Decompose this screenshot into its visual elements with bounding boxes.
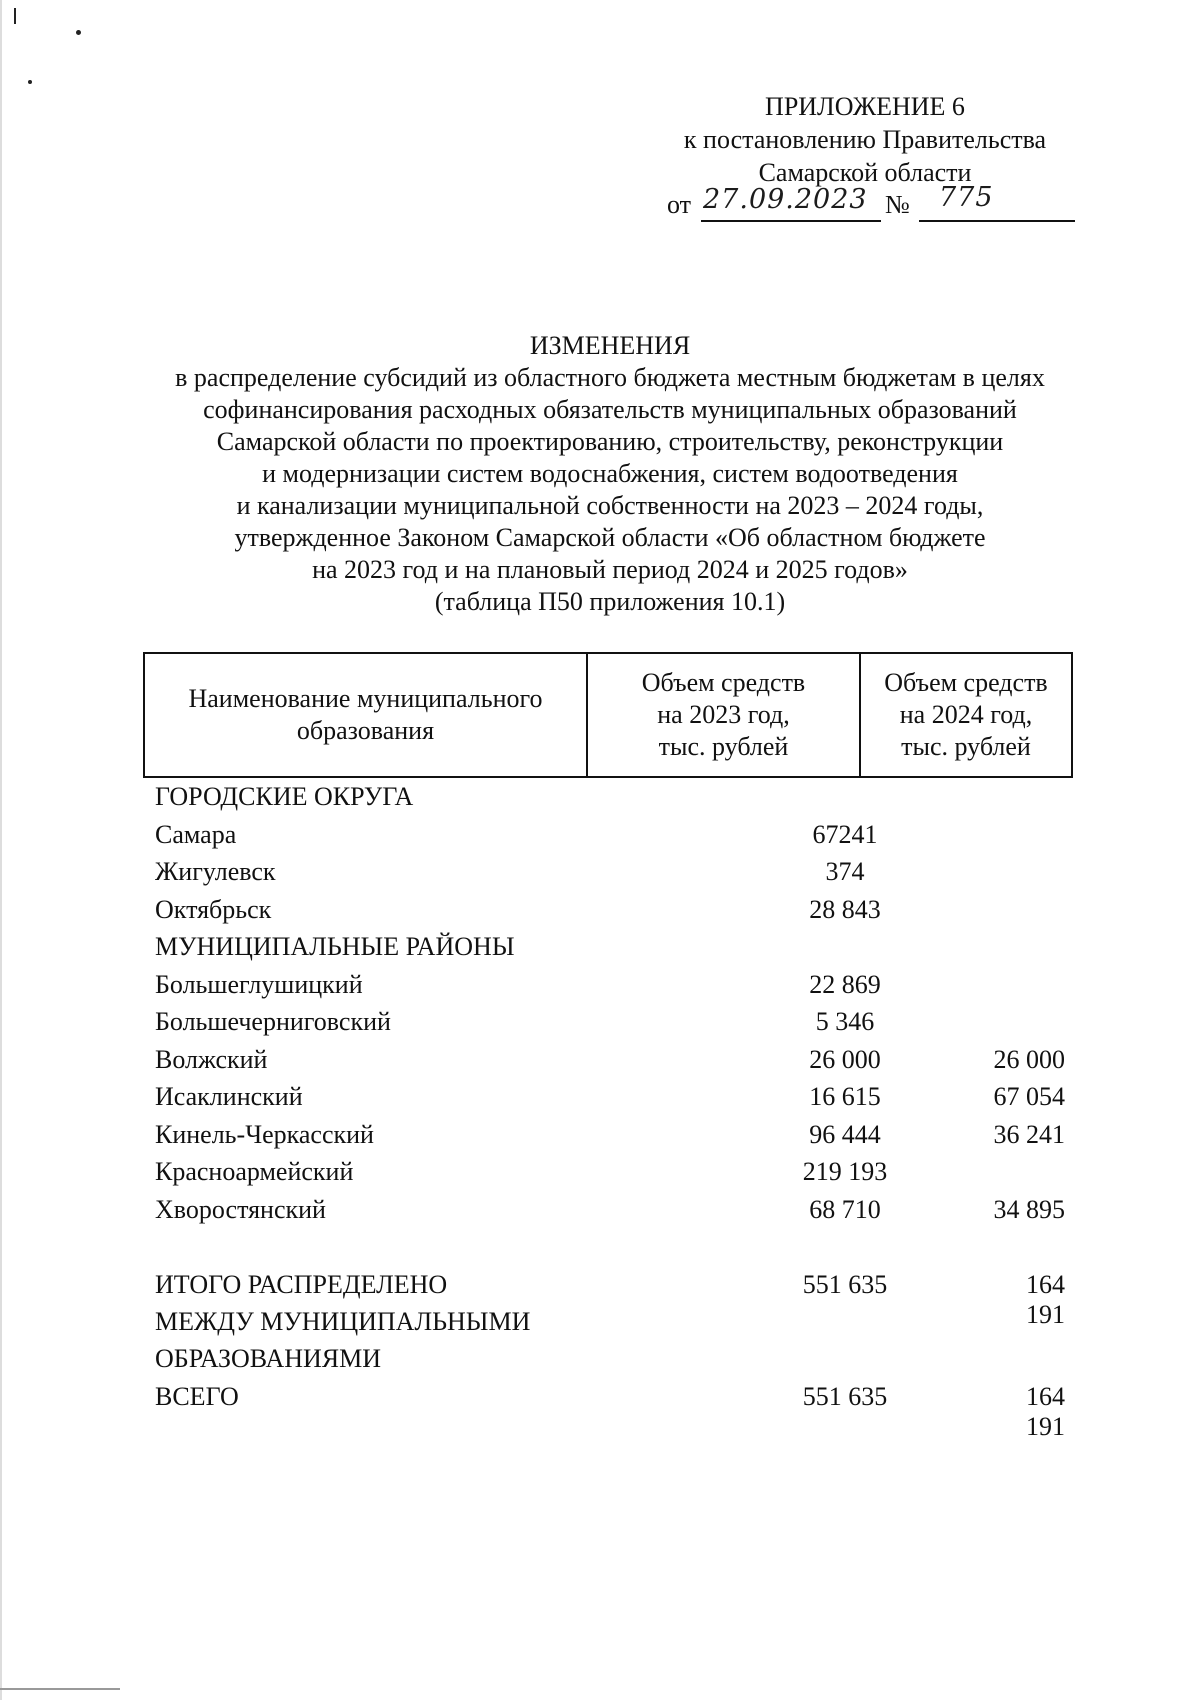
row-value-2023: 68 710 [809, 1195, 881, 1224]
row-value-2024: 36 241 [993, 1120, 1065, 1149]
title-line: софинансирования расходных обязательств муниципальных образований [203, 395, 1017, 424]
header-text: Объем средств на 2024 год, тыс. рублей [884, 668, 1048, 761]
title-line: (таблица П50 приложения 10.1) [434, 587, 786, 616]
table-row [155, 1307, 1065, 1344]
date-underline [701, 220, 881, 222]
scan-edge-mark [14, 8, 16, 24]
row-value-2023: 551 635 [802, 1270, 888, 1299]
row-value-2024: 34 895 [993, 1195, 1065, 1224]
row-name: ВСЕГО [155, 1382, 239, 1411]
row-value-2023: 28 843 [809, 895, 881, 924]
table-row [155, 1082, 1065, 1119]
row-name: Красноармейский [155, 1157, 354, 1186]
table-row [155, 1195, 1065, 1232]
table-row [155, 782, 1065, 819]
row-value-2023: 219 193 [802, 1157, 888, 1186]
row-name: ИТОГО РАСПРЕДЕЛЕНО [155, 1270, 448, 1299]
table-row [155, 1120, 1065, 1157]
row-name: ОБРАЗОВАНИЯМИ [155, 1344, 382, 1373]
row-value-2023: 5 346 [815, 1007, 875, 1036]
title-heading: ИЗМЕНЕНИЯ [529, 331, 691, 360]
row-name: Жигулевск [155, 857, 276, 886]
row-name: Большеглушицкий [155, 970, 363, 999]
scan-edge-mark [0, 0, 2, 1700]
title-line: и канализации муниципальной собственности на 2023 – 2024 годы, [236, 491, 984, 520]
title-line: на 2023 год и на плановый период 2024 и 2025 годов» [312, 555, 908, 584]
document-title [140, 330, 1080, 618]
header-text: Наименование муниципального образования [188, 684, 543, 745]
title-line: в распределение субсидий из областного бюджета местным бюджетам в целях [175, 363, 1045, 392]
row-name: Хворостянский [155, 1195, 326, 1224]
header-cell-name [143, 652, 588, 778]
row-value-2024: 164 191 [1026, 1270, 1065, 1329]
table-row [155, 932, 1065, 969]
title-line: и модернизации систем водоснабжения, систем водоотведения [262, 459, 958, 488]
row-name: Волжский [155, 1045, 268, 1074]
table-header [143, 652, 1073, 782]
number-underline [919, 220, 1075, 222]
order-date-number-line [667, 182, 1077, 222]
appendix-block [660, 90, 1070, 189]
table-row [155, 857, 1065, 894]
title-line: утвержденное Законом Самарской области «Об областном бюджете [234, 523, 986, 552]
scan-edge-mark [0, 1688, 120, 1690]
row-name: Исаклинский [155, 1082, 303, 1111]
row-name: Самара [155, 820, 237, 849]
row-value-2023: 67241 [812, 820, 878, 849]
row-value-2024: 164 191 [1026, 1382, 1065, 1441]
appendix-number: ПРИЛОЖЕНИЕ 6 [765, 92, 965, 121]
table-row [155, 1344, 1065, 1381]
row-name: ГОРОДСКИЕ ОКРУГА [155, 782, 414, 811]
handwritten-number: 775 [939, 182, 994, 213]
table-row [155, 820, 1065, 857]
header-text: Объем средств на 2023 год, тыс. рублей [641, 668, 806, 761]
row-value-2024: 67 054 [993, 1082, 1065, 1111]
handwritten-date: 27.09.2023 [703, 184, 868, 215]
title-line: Самарской области по проектированию, строительству, реконструкции [216, 427, 1004, 456]
row-value-2023: 96 444 [809, 1120, 881, 1149]
scan-dot [76, 30, 81, 35]
table-row [155, 895, 1065, 932]
row-name: Большечерниговский [155, 1007, 391, 1036]
row-value-2023: 22 869 [809, 970, 881, 999]
row-value-2023: 551 635 [802, 1382, 888, 1411]
row-value-2023: 16 615 [809, 1082, 881, 1111]
row-name: МУНИЦИПАЛЬНЫЕ РАЙОНЫ [155, 932, 515, 961]
scan-dot [28, 80, 32, 84]
header-cell-2023 [586, 652, 861, 778]
table-row [155, 1157, 1065, 1194]
table-row [155, 1382, 1065, 1441]
number-label: № [885, 190, 910, 219]
table-row [155, 1045, 1065, 1082]
row-name: Кинель-Черкасский [155, 1120, 374, 1149]
appendix-resolution: к постановлению Правительства [683, 125, 1047, 154]
table-row [155, 1007, 1065, 1044]
row-value-2023: 374 [825, 857, 865, 886]
row-name: Октябрьск [155, 895, 272, 924]
row-value-2024: 26 000 [993, 1045, 1065, 1074]
header-cell-2024 [859, 652, 1073, 778]
date-label: от [667, 190, 692, 219]
row-name: МЕЖДУ МУНИЦИПАЛЬНЫМИ [155, 1307, 531, 1336]
appendix-region: Самарской области [758, 158, 972, 187]
row-value-2023: 26 000 [809, 1045, 881, 1074]
table-row [155, 970, 1065, 1007]
